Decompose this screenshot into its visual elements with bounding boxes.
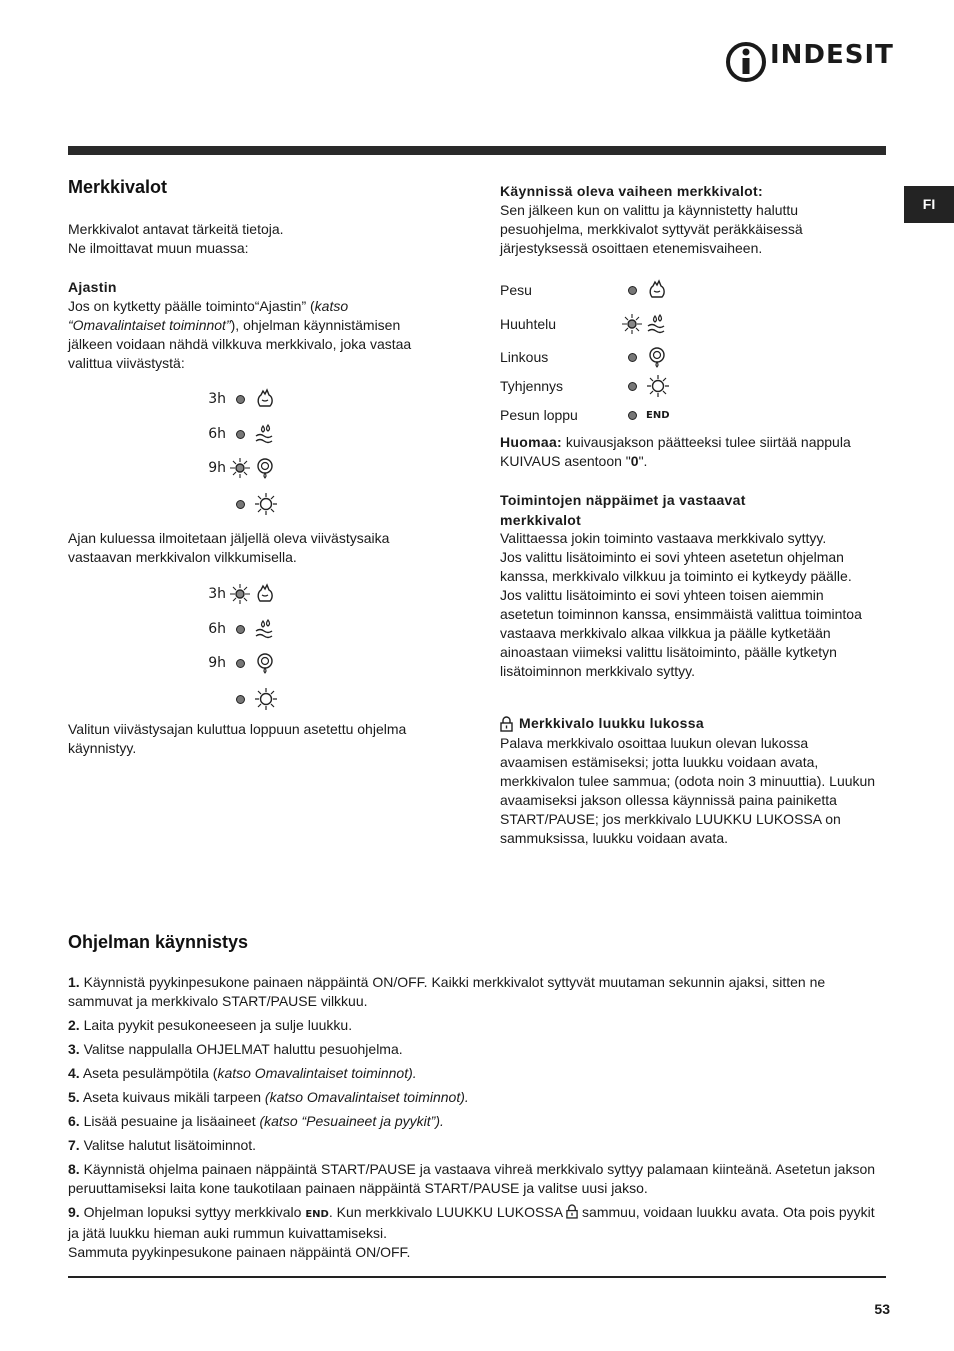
- spin-icon: [254, 457, 276, 479]
- end-icon: END: [305, 1209, 329, 1220]
- delay-row-6h: [198, 614, 276, 644]
- led-icon: [628, 353, 637, 362]
- toiminnot-title: Toimintojen näppäimet ja vastaavat merkkivalot: [500, 492, 746, 528]
- lukko-text: Palava merkkivalo osoittaa luukun olevan lukossa avaamisen estämiseksi; jotta luukku voidaan avata, merkkivalon tulee sammua; (odota noin 3 minuuttia). Luukun avaamiseksi jakson ollessa käynnissä paina painiketta START/PAUSE; jos merkkivalo LUUKKU LUKOSSA on sammuksissa, luukku voidaan avata.: [500, 735, 876, 846]
- delay-label: 3h: [208, 390, 226, 407]
- rinse-icon: [254, 423, 276, 445]
- logo-wordmark: INDESIT: [770, 40, 894, 70]
- indesit-logo: [726, 40, 894, 84]
- header-bar: [68, 146, 886, 155]
- intro-line-1: Merkkivalot antavat tärkeitä tietoja.: [68, 221, 284, 237]
- footer-rule: [68, 1276, 886, 1278]
- merkkivalot-intro: [68, 220, 458, 258]
- led-icon: [236, 695, 245, 704]
- delay-row-none: [198, 489, 278, 519]
- list-item: 8. Käynnistä ohjelma painaen näppäintä START/PAUSE ja vastaava vihreä merkkivalo syttyy palamaan kiinteänä. Asetetun jakson peruuttamiseksi laita kone taukotilaan painaen näppäintä START/PAUSE ja valitse uusi jakso.: [68, 1161, 876, 1196]
- phase-label: Pesun loppu: [500, 406, 578, 423]
- wash-hand-icon: [646, 279, 668, 301]
- spin-icon: [254, 652, 276, 674]
- drain-sun-icon: [254, 492, 278, 516]
- phase-row-pesun-loppu: [500, 402, 700, 428]
- led-icon: [628, 382, 637, 391]
- lock-icon: [500, 716, 513, 732]
- indesit-i-mark-icon: [726, 40, 766, 84]
- phase-label: Tyhjennys: [500, 377, 564, 394]
- list-item: 2. Laita pyykit pesukoneeseen ja sulje luukku.: [68, 1017, 353, 1033]
- led-icon: [236, 430, 245, 439]
- toiminnot-text: Valittaessa jokin toiminto vastaava merkkivalo syttyy. Jos valittu lisätoiminto ei sovi yhteen asetetun ohjelman kanssa, merkkivalo vilkkuu ja toiminto ei kytkeydy päälle. Jos valittu lisätoiminto ei sovi yhteen toisen aiemmin asetetun toiminnon kanssa, ensimmäistä valittua toimintoa vastaava merkkivalo alkaa vilkkua ja päälle kytketään ainoastaan viimeksi valittu lisätoiminto, päälle kytketyn lisätoiminnon merkkivalo syttyy.: [500, 530, 862, 679]
- phase-label: Huuhtelu: [500, 315, 557, 332]
- section-title-merkkivalot: Merkkivalot: [68, 177, 168, 197]
- delay-row-3h: [198, 579, 276, 609]
- list-item: 6. Lisää pesuaine ja lisäaineet (katso “Pesuaineet ja pyykit”).: [68, 1113, 444, 1129]
- kaynnistys-steps: [68, 973, 886, 1267]
- led-blinking-icon: [618, 313, 646, 335]
- list-item: 4. Aseta pesulämpötila (katso Omavalintaiset toiminnot).: [68, 1065, 417, 1081]
- list-item: 1. Käynnistä pyykinpesukone painaen näppäintä ON/OFF. Kaikki merkkivalot syttyvät muutaman sekunnin ajaksi, sitten ne sammuvat ja merkkivalo START/PAUSE vilkkuu.: [68, 974, 826, 1009]
- delay-label: 3h: [208, 585, 226, 602]
- phase-row-tyhjennys: [500, 373, 700, 399]
- intro-line-2: Ne ilmoittavat muun muassa:: [68, 240, 249, 256]
- lock-icon: [566, 1204, 578, 1219]
- language-tab: FI: [904, 186, 954, 223]
- delay-label: 9h: [208, 459, 226, 476]
- vaihe-title: Käynnissä oleva vaiheen merkkivalot:: [500, 183, 763, 199]
- wash-hand-icon: [254, 583, 276, 605]
- led-blinking-icon: [226, 583, 254, 605]
- led-icon: [628, 286, 637, 295]
- list-item: 5. Aseta kuivaus mikäli tarpeen (katso Omavalintaiset toiminnot).: [68, 1089, 469, 1105]
- delay-row-none: [198, 684, 278, 714]
- lukko-title: Merkkivalo luukku lukossa: [519, 715, 704, 731]
- delay-row-9h: [198, 453, 276, 483]
- led-icon: [236, 395, 245, 404]
- delay-countdown-text: Ajan kuluessa ilmoitetaan jäljellä oleva viivästysaika vastaavan merkkivalon vilkkumisella.: [68, 530, 390, 565]
- page-number: 53: [874, 1301, 890, 1317]
- delay-row-6h: [198, 419, 276, 449]
- phase-label: Pesu: [500, 281, 532, 298]
- phase-row-pesu: [500, 277, 700, 303]
- delay-label: 9h: [208, 654, 226, 671]
- led-blinking-icon: [226, 457, 254, 479]
- led-icon: [236, 659, 245, 668]
- led-icon: [236, 625, 245, 634]
- ajastin-text: Jos on kytketty päälle toiminto“Ajastin” (katso “Omavalintaiset toiminnot”), ohjelman käynnistämisen jälkeen voidaan nähdä vilkkuva merkkivalo, joka vastaa valittua viivästystä:: [68, 298, 412, 371]
- spin-icon: [646, 346, 668, 368]
- ajastin-title: Ajastin: [68, 279, 117, 295]
- delay-row-3h: [198, 384, 276, 414]
- delay-row-9h: [198, 648, 276, 678]
- delay-end-text: Valitun viivästysajan kuluttua loppuun asetettu ohjelma käynnistyy.: [68, 721, 407, 756]
- end-icon: END: [646, 409, 670, 421]
- phase-label: Linkous: [500, 348, 549, 365]
- wash-hand-icon: [254, 388, 276, 410]
- rinse-icon: [646, 313, 668, 335]
- phase-row-linkous: [500, 344, 700, 370]
- vaihe-text: Sen jälkeen kun on valittu ja käynnistetty haluttu pesuohjelma, merkkivalot syttyvät peräkkäisessä järjestyksessä osoittaen etenemisvaiheen.: [500, 202, 803, 256]
- delay-label: 6h: [208, 620, 226, 637]
- phase-row-huuhtelu: [500, 311, 700, 337]
- drain-sun-icon: [254, 687, 278, 711]
- led-icon: [236, 500, 245, 509]
- huomaa-note: Huomaa: kuivausjakson päätteeksi tulee siirtää nappula KUIVAUS asentoon "0".: [500, 434, 851, 469]
- led-icon: [628, 411, 637, 420]
- lukko-title-row: [500, 714, 880, 733]
- list-item: 9. Ohjelman lopuksi syttyy merkkivalo END. Kun merkkivalo LUUKKU LUKOSSA sammuu, voidaan luukku avata. Ota pois pyykit ja jätä luukku hieman auki rummun kuivattamiseksi. Sammuta pyykinpesukone painaen näppäintä ON/OFF.: [68, 1204, 875, 1260]
- rinse-icon: [254, 618, 276, 640]
- section-title-kaynnistys: Ohjelman käynnistys: [68, 932, 249, 952]
- delay-label: 6h: [208, 425, 226, 442]
- list-item: 7. Valitse halutut lisätoiminnot.: [68, 1137, 257, 1153]
- list-item: 3. Valitse nappulalla OHJELMAT haluttu pesuohjelma.: [68, 1041, 403, 1057]
- drain-sun-icon: [646, 374, 670, 398]
